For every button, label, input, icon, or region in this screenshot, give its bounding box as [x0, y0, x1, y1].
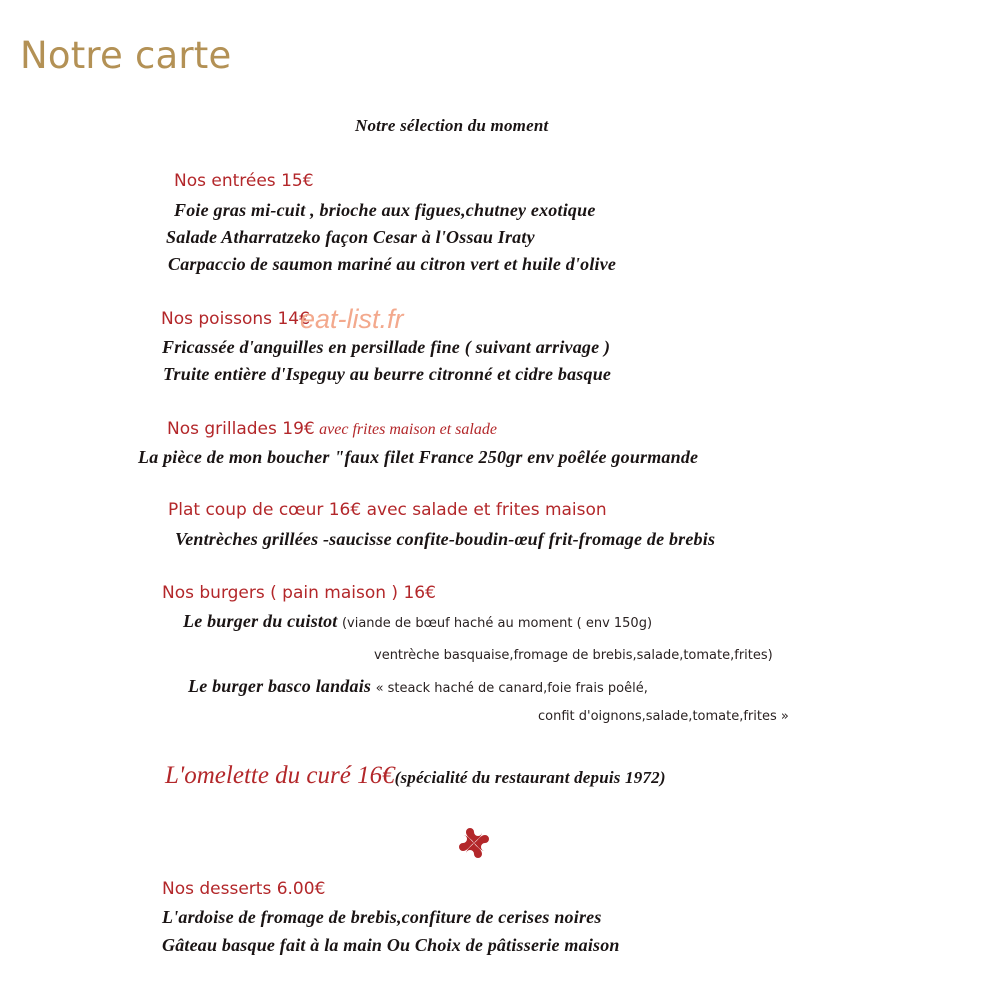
burger-cuistot-desc-2: ventrèche basquaise,fromage de brebis,salade,tomate,frites) [374, 648, 773, 663]
menu-item: Gâteau basque fait à la main Ou Choix de pâtisserie maison [162, 935, 620, 955]
burger-basco-desc-2: confit d'oignons,salade,tomate,frites » [538, 709, 789, 724]
menu-item: Salade Atharratzeko façon Cesar à l'Ossau Iraty [166, 227, 535, 247]
section-desserts-title: Nos desserts 6.00€ [162, 879, 326, 899]
burger-basco-name: Le burger basco landais [188, 676, 372, 696]
menu-item: Fricassée d'anguilles en persillade fine ( suivant arrivage ) [162, 337, 611, 357]
omelette-title: L'omelette du curé 16€ [165, 762, 395, 789]
menu-item: Truite entière d'Ispeguy au beurre citronné et cidre basque [163, 364, 612, 384]
omelette-note: (spécialité du restaurant depuis 1972) [394, 768, 666, 787]
burger-cuistot [183, 611, 652, 632]
section-burgers-title: Nos burgers ( pain maison ) 16€ [162, 583, 436, 603]
section-coup-de-coeur-title: Plat coup de cœur 16€ avec salade et frites maison [168, 500, 607, 520]
menu-item: Foie gras mi-cuit , brioche aux figues,chutney exotique [174, 200, 596, 220]
page-title: Notre carte [20, 34, 232, 77]
section-grillades-header [167, 419, 497, 439]
menu-item: Ventrèches grillées -saucisse confite-boudin-œuf frit-fromage de brebis [175, 529, 716, 549]
section-poissons-title: Nos poissons 14€ [161, 309, 310, 329]
burger-basco-desc: « steack haché de canard,foie frais poêlé, [375, 681, 648, 696]
section-entrees-title: Nos entrées 15€ [174, 171, 314, 191]
basque-cross-icon [457, 826, 491, 860]
watermark: eat-list.fr [300, 304, 404, 334]
menu-item: Carpaccio de saumon mariné au citron vert et huile d'olive [168, 254, 617, 274]
omelette-line [165, 762, 666, 790]
burger-cuistot-name: Le burger du cuistot [183, 611, 338, 631]
menu-heading: Notre sélection du moment [355, 116, 549, 135]
menu-item: L'ardoise de fromage de brebis,confiture de cerises noires [162, 907, 602, 927]
burger-basco [188, 676, 648, 697]
menu-item: La pièce de mon boucher "faux filet France 250gr env poêlée gourmande [138, 447, 699, 467]
section-grillades-title: Nos grillades 19€ [167, 419, 315, 439]
burger-cuistot-desc: (viande de bœuf haché au moment ( env 150g) [341, 616, 653, 631]
section-grillades-note: avec frites maison et salade [319, 421, 497, 438]
